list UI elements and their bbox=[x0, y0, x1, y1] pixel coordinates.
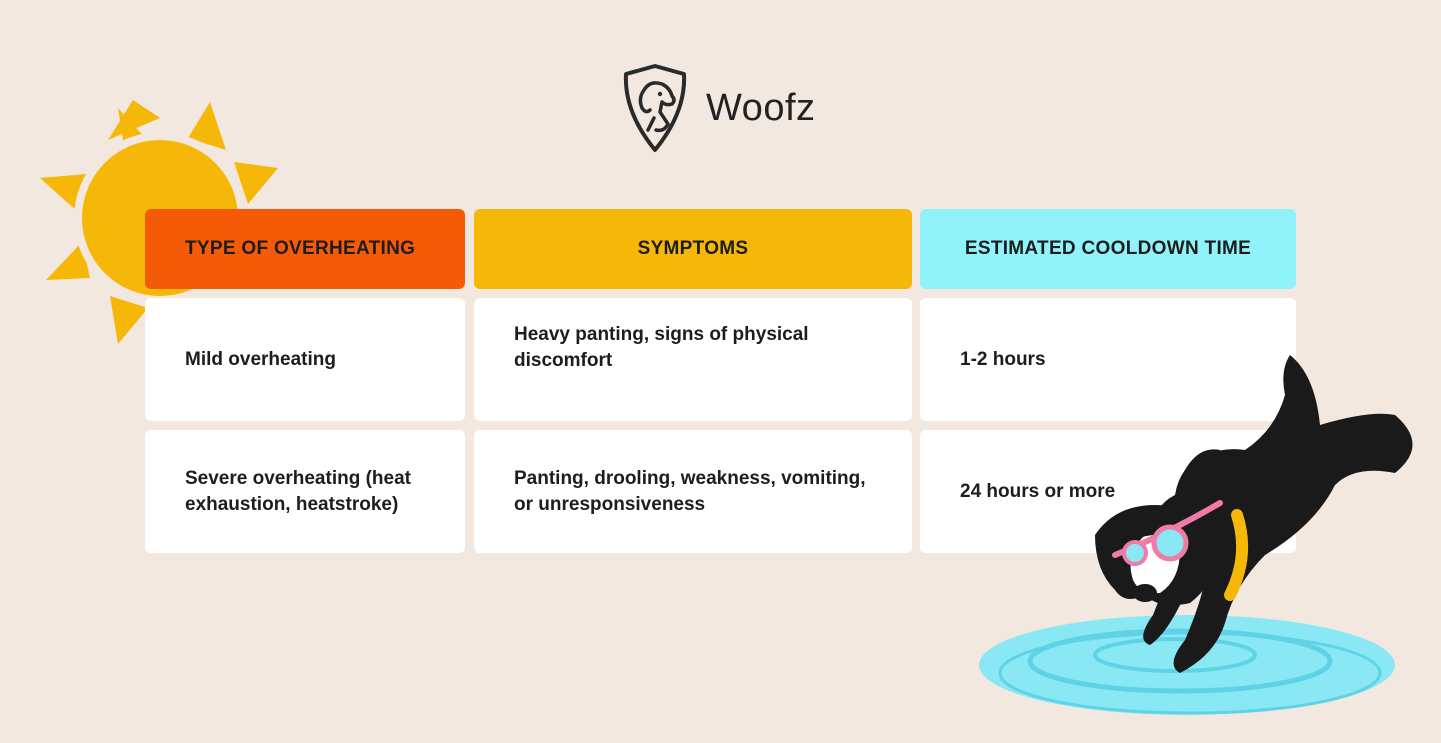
header-type-of-overheating: TYPE OF OVERHEATING bbox=[145, 209, 465, 289]
table-cell-row1-symptoms: Heavy panting, signs of physical discomfort bbox=[474, 298, 912, 421]
header-cooldown-time: ESTIMATED COOLDOWN TIME bbox=[920, 209, 1296, 289]
brand-name: Woofz bbox=[706, 86, 816, 129]
table-cell-row2-symptoms: Panting, drooling, weakness, vomiting, or unresponsiveness bbox=[474, 430, 912, 553]
table-cell-row1-cooldown: 1-2 hours bbox=[920, 298, 1296, 421]
dog-shield-icon bbox=[620, 62, 690, 154]
diving-dog-illustration bbox=[975, 355, 1435, 720]
table-cell-row2-cooldown: 24 hours or more bbox=[920, 430, 1296, 553]
brand-logo bbox=[620, 62, 816, 154]
table-cell-row1-type: Mild overheating bbox=[145, 298, 465, 421]
header-symptoms: SYMPTOMS bbox=[474, 209, 912, 289]
table-cell-row2-type: Severe overheating (heat exhaustion, heatstroke) bbox=[145, 430, 465, 553]
